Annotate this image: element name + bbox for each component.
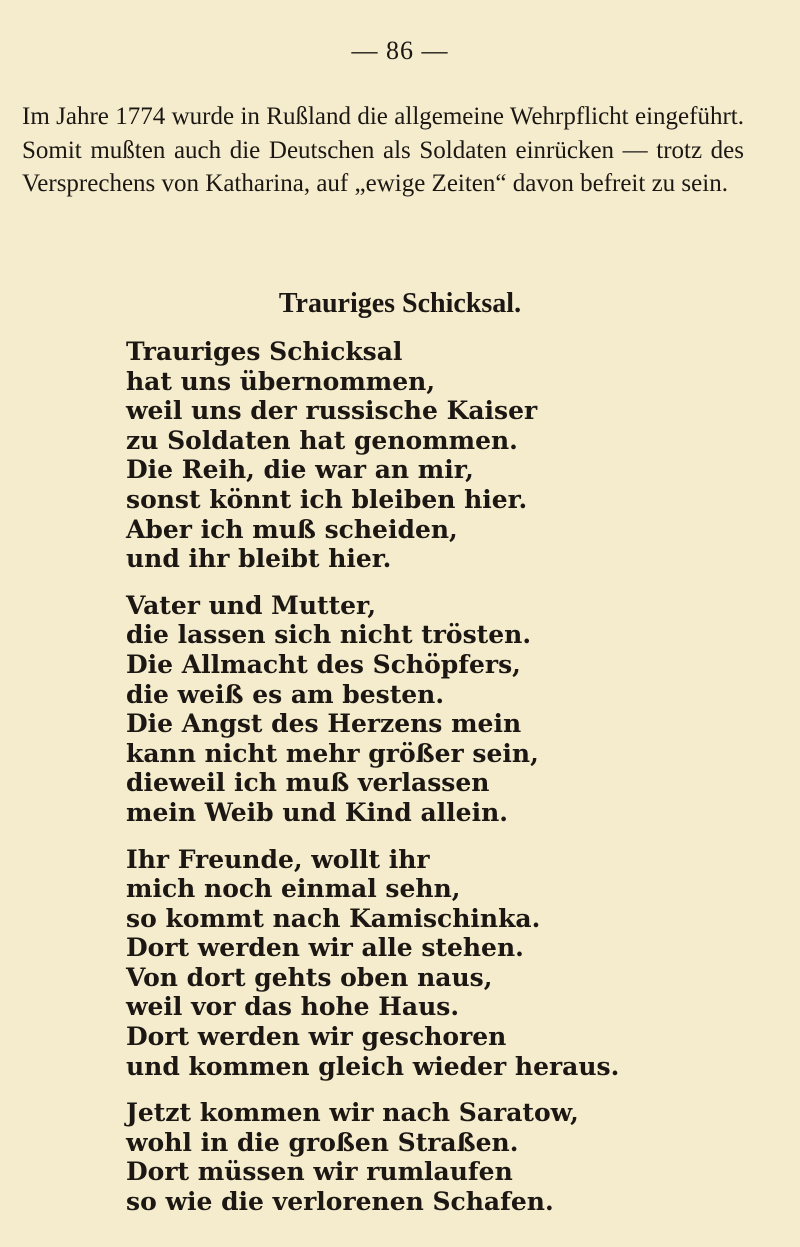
poem-line: hat uns übernommen, — [126, 366, 436, 396]
poem-line: zu Soldaten hat genommen. — [126, 425, 518, 455]
poem-line: Trauriges Schicksal — [126, 337, 403, 366]
poem-line: Aber ich muß scheiden, — [126, 514, 458, 544]
poem-line: und kommen gleich wieder heraus. — [126, 1051, 620, 1081]
poem-line: und ihr bleibt hier. — [126, 544, 392, 574]
poem-line: Dort müssen wir rumlaufen — [126, 1157, 513, 1187]
page-number: — 86 — — [351, 36, 449, 65]
poem-line: die lassen sich nicht trösten. — [126, 620, 532, 650]
poem-line: dieweil ich muß verlassen — [126, 768, 490, 798]
poem-line: Ihr Freunde, wollt ihr — [126, 844, 430, 874]
poem-line: sonst könnt ich bleiben hier. — [126, 484, 528, 514]
intro-text: Im Jahre 1774 wurde in Rußland die allgemeine Wehrpflicht eingeführt. Somit mußten auch die Deutschen als Soldaten einrücken — trotz des Versprechens von Katharina, auf „ewige Zeiten“ davon befreit zu sein. — [22, 103, 744, 197]
poem-line: Dort werden wir geschoren — [126, 1022, 507, 1052]
poem-line: Die Angst des Herzens mein — [126, 709, 522, 739]
stanza-2 — [126, 591, 746, 828]
poem-title: Trauriges Schicksal. — [278, 288, 522, 319]
poem-line: weil uns der russische Kaiser — [126, 396, 538, 426]
stanza-1 — [126, 337, 746, 574]
intro-paragraph — [22, 100, 744, 201]
poem-line: weil vor das hohe Haus. — [126, 992, 460, 1022]
poem-line: mich noch einmal sehn, — [126, 874, 461, 904]
poem-body — [126, 337, 746, 1234]
poem-line: die weiß es am besten. — [126, 679, 445, 709]
poem-line: wohl in die großen Straßen. — [126, 1127, 519, 1157]
poem-line: Von dort gehts oben naus, — [126, 962, 493, 992]
poem-line: kann nicht mehr größer sein, — [126, 738, 539, 768]
poem-line: Vater und Mutter, — [126, 590, 377, 620]
poem-line: Jetzt kommen wir nach Saratow, — [126, 1098, 579, 1128]
poem-line: Die Allmacht des Schöpfers, — [126, 649, 521, 679]
poem-line: so kommt nach Kamischinka. — [126, 903, 541, 933]
stanza-3 — [126, 845, 746, 1082]
poem-line: Die Reih, die war an mir, — [126, 455, 474, 485]
stanza-4 — [126, 1098, 746, 1216]
poem-line: Dort werden wir alle stehen. — [126, 933, 524, 963]
poem-line: mein Weib und Kind allein. — [126, 797, 508, 827]
poem-line: so wie die verlorenen Schafen. — [126, 1187, 554, 1217]
